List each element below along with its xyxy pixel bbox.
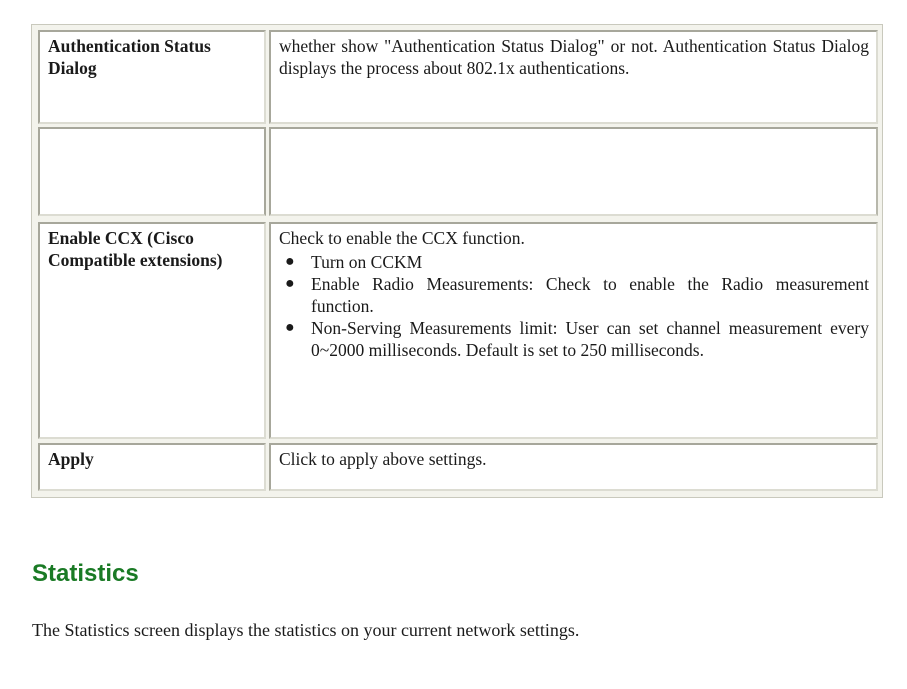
- bullet-icon: ●: [285, 319, 295, 336]
- row-desc-text: Check to enable the CCX function.: [279, 228, 525, 248]
- row-desc-auth-status-dialog: [269, 30, 878, 124]
- list-item: [285, 317, 869, 361]
- row-desc-empty: [269, 127, 878, 216]
- list-item: [285, 251, 869, 273]
- settings-table: [31, 24, 883, 498]
- list-item-text: Enable Radio Measurements: Check to enable the Radio measurement function.: [311, 274, 869, 316]
- list-item-text: Non-Serving Measurements limit: User can set channel measurement every 0~2000 milliseconds. Default is set to 250 milliseconds.: [311, 318, 869, 360]
- ccx-options-list: [279, 251, 869, 361]
- row-desc-text: whether show "Authentication Status Dialog" or not. Authentication Status Dialog displays the process about 802.1x authentications.: [279, 36, 869, 78]
- bullet-icon: ●: [285, 275, 295, 292]
- row-label-text: Enable CCX (Cisco Compatible extensions): [48, 228, 223, 270]
- row-label-enable-ccx: [38, 222, 266, 439]
- row-desc-enable-ccx: [269, 222, 878, 439]
- list-item-text: Turn on CCKM: [311, 252, 423, 272]
- row-label-text: Authentication Status Dialog: [48, 36, 211, 78]
- row-label-empty: [38, 127, 266, 216]
- bullet-icon: ●: [285, 253, 295, 270]
- list-item: [285, 273, 869, 317]
- row-label-apply: [38, 443, 266, 491]
- row-desc-text: Click to apply above settings.: [279, 449, 487, 469]
- row-label-auth-status-dialog: [38, 30, 266, 124]
- row-desc-apply: [269, 443, 878, 491]
- section-heading: Statistics: [32, 560, 139, 587]
- row-label-text: Apply: [48, 449, 94, 469]
- section-paragraph: The Statistics screen displays the statistics on your current network settings.: [32, 620, 580, 640]
